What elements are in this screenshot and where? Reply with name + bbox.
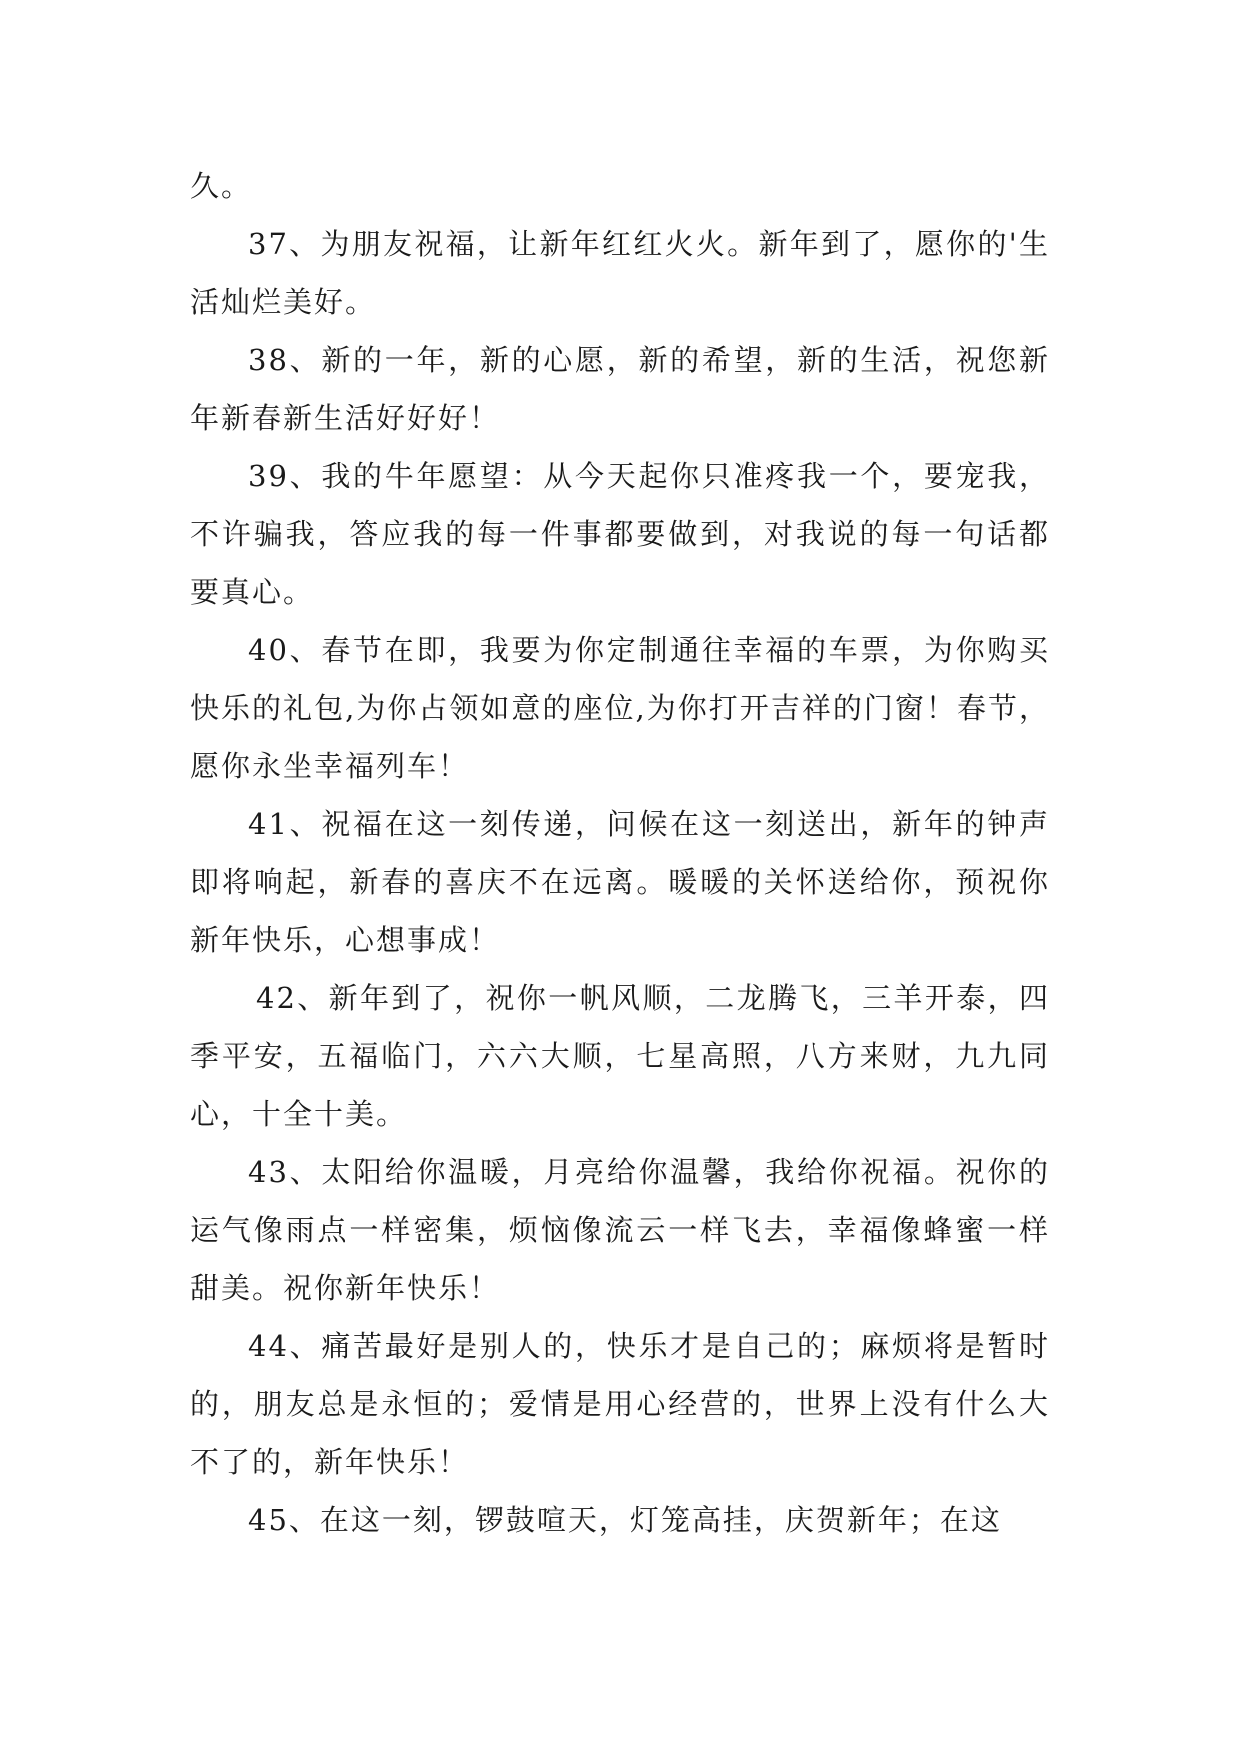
paragraph-continuation: 久。 xyxy=(190,169,253,203)
paragraph-44: 44、痛苦最好是别人的，快乐才是自己的；麻烦将是暂时的，朋友总是永恒的；爱情是用心经营的，世界上没有什么大不了的，新年快乐！ xyxy=(190,1329,1050,1479)
paragraph-42: 42、新年到了，祝你一帆风顺，二龙腾飞，三羊开泰，四季平安，五福临门，六六大顺，七星高照，八方来财，九九同心，十全十美。 xyxy=(190,981,1050,1131)
document-body xyxy=(190,157,1050,1549)
paragraph-45: 45、在这一刻，锣鼓喧天，灯笼高挂，庆贺新年；在这 xyxy=(248,1503,1002,1537)
paragraph-43: 43、太阳给你温暖，月亮给你温馨，我给你祝福。祝你的运气像雨点一样密集，烦恼像流云一样飞去，幸福像蜂蜜一样甜美。祝你新年快乐！ xyxy=(190,1155,1050,1305)
paragraph-37: 37、为朋友祝福，让新年红红火火。新年到了，愿你的'生活灿烂美好。 xyxy=(190,227,1050,319)
paragraph-38: 38、新的一年，新的心愿，新的希望，新的生活，祝您新年新春新生活好好好！ xyxy=(190,343,1050,435)
paragraph-40: 40、春节在即，我要为你定制通往幸福的车票，为你购买快乐的礼包,为你占领如意的座位,为你打开吉祥的门窗！春节，愿你永坐幸福列车！ xyxy=(190,633,1050,783)
paragraph-39: 39、我的牛年愿望：从今天起你只准疼我一个，要宠我，不许骗我，答应我的每一件事都要做到，对我说的每一句话都要真心。 xyxy=(190,459,1050,609)
paragraph-41: 41、祝福在这一刻传递，问候在这一刻送出，新年的钟声即将响起，新春的喜庆不在远离。暖暖的关怀送给你，预祝你新年快乐，心想事成！ xyxy=(190,807,1050,957)
